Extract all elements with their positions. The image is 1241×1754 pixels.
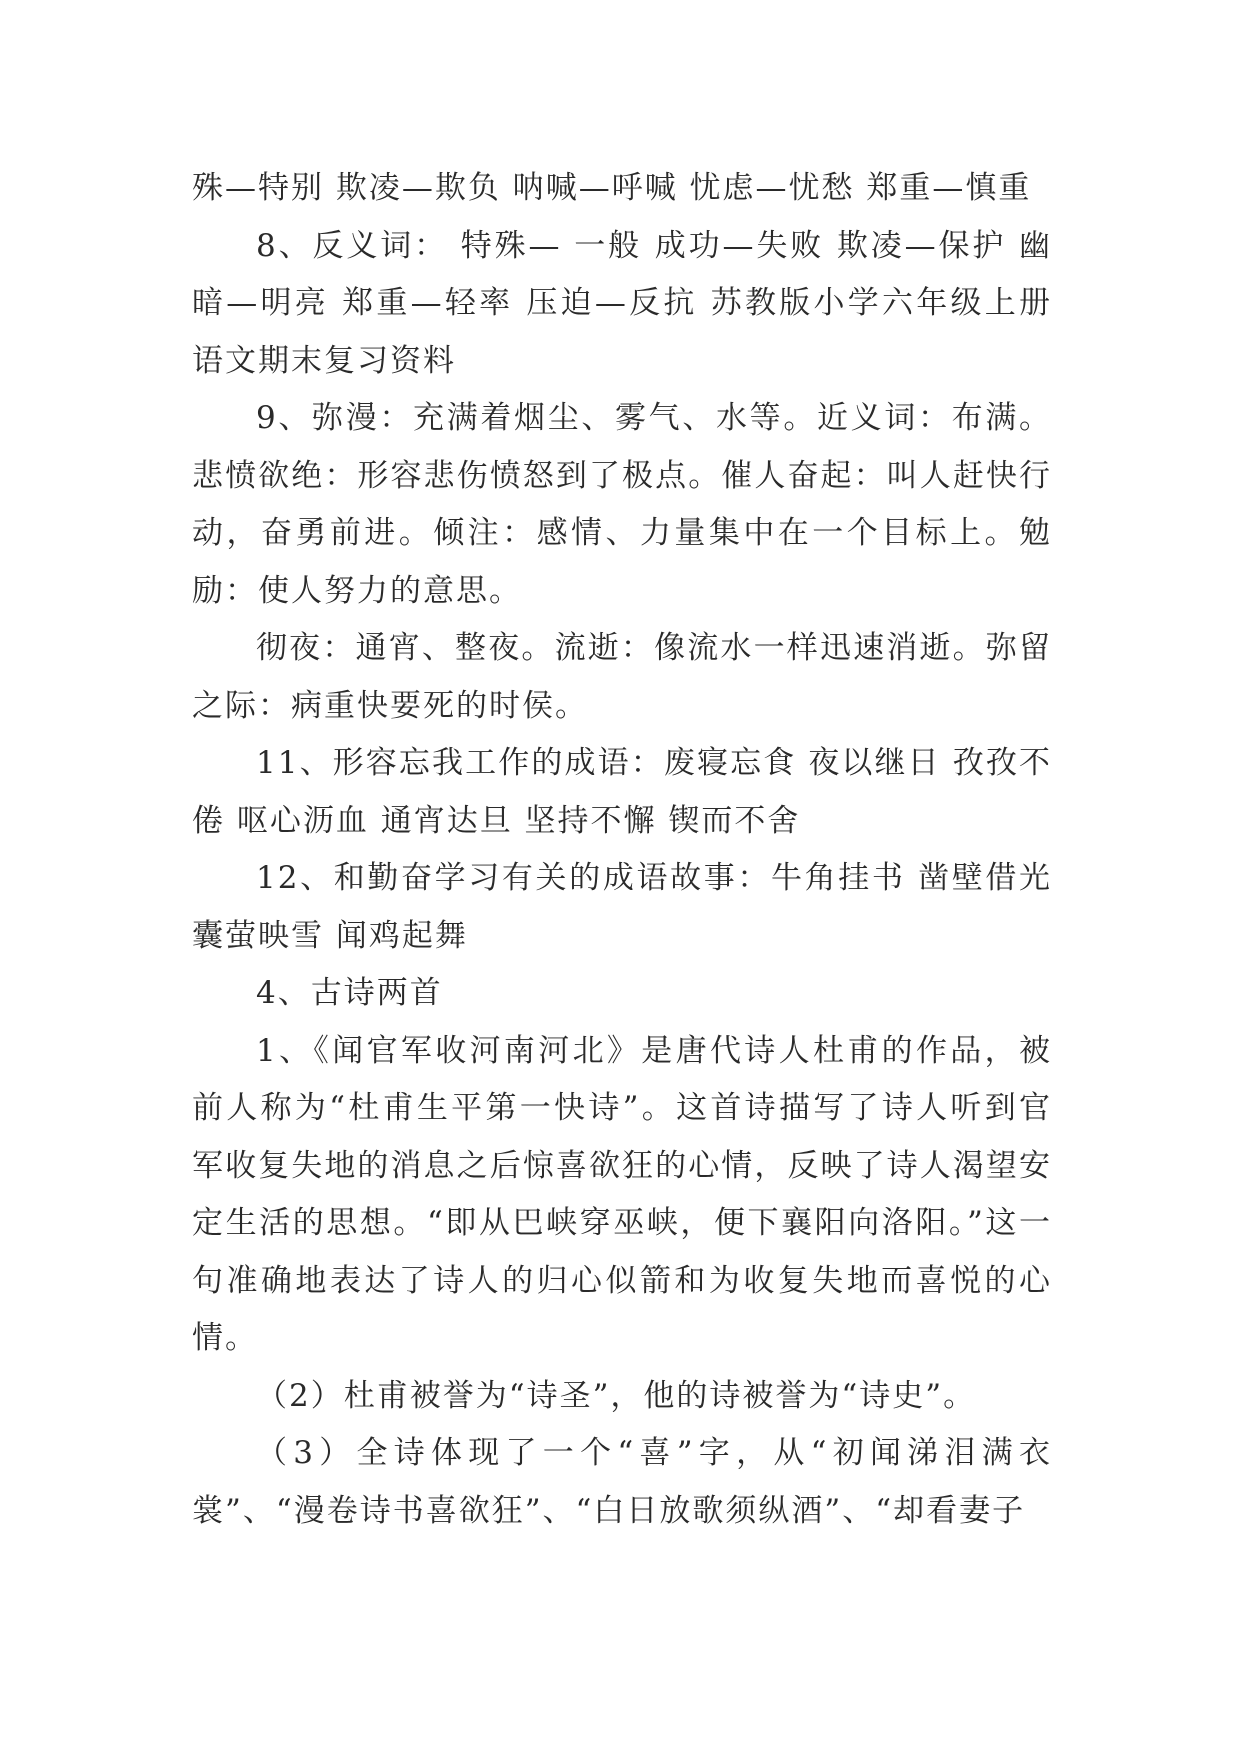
paragraph-antonyms: 8、反义词： 特殊— 一般 成功—失败 欺凌—保护 幽暗—明亮 郑重—轻率 压迫—反抗 苏教版小学六年级上册语文期末复习资料 <box>192 227 1052 379</box>
document-body <box>192 160 1052 1540</box>
paragraph-poem-1: 1、《闻官军收河南河北》是唐代诗人杜甫的作品，被前人称为“杜甫生平第一快诗”。这首诗描写了诗人听到官军收复失地的消息之后惊喜欲狂的心情，反映了诗人渴望安定生活的思想。“即从巴峡穿巫峡，便下襄阳向洛阳。”这一句准确地表达了诗人的归心似箭和为收复失地而喜悦的心情。 <box>192 1032 1052 1356</box>
paragraph-vocabulary-9: 9、弥漫：充满着烟尘、雾气、水等。近义词：布满。悲愤欲绝：形容悲伤愤怒到了极点。催人奋起：叫人赶快行动，奋勇前进。倾注：感情、力量集中在一个目标上。勉励：使人努力的意思。 <box>192 400 1052 609</box>
section-heading-poems: 4、古诗两首 <box>256 975 443 1011</box>
paragraph-idioms-11: 11、形容忘我工作的成语：废寝忘食 夜以继日 孜孜不倦 呕心沥血 通宵达旦 坚持不懈 锲而不舍 <box>192 745 1052 839</box>
paragraph-poem-2: （2）杜甫被誉为“诗圣”，他的诗被誉为“诗史”。 <box>256 1377 977 1414</box>
paragraph-idioms-12: 12、和勤奋学习有关的成语故事：牛角挂书 凿壁借光 囊萤映雪 闻鸡起舞 <box>192 860 1052 954</box>
paragraph-synonyms-continued: 殊—特别 欺凌—欺负 呐喊—呼喊 忧虑—忧愁 郑重—慎重 <box>192 170 1032 206</box>
paragraph-poem-3: （3）全诗体现了一个“喜”字，从“初闻涕泪满衣裳”、“漫卷诗书喜欲狂”、“白日放歌须纵酒”、“却看妻子 <box>192 1435 1052 1529</box>
paragraph-vocabulary-continued: 彻夜：通宵、整夜。流逝：像流水一样迅速消逝。弥留之际：病重快要死的时侯。 <box>192 630 1052 724</box>
